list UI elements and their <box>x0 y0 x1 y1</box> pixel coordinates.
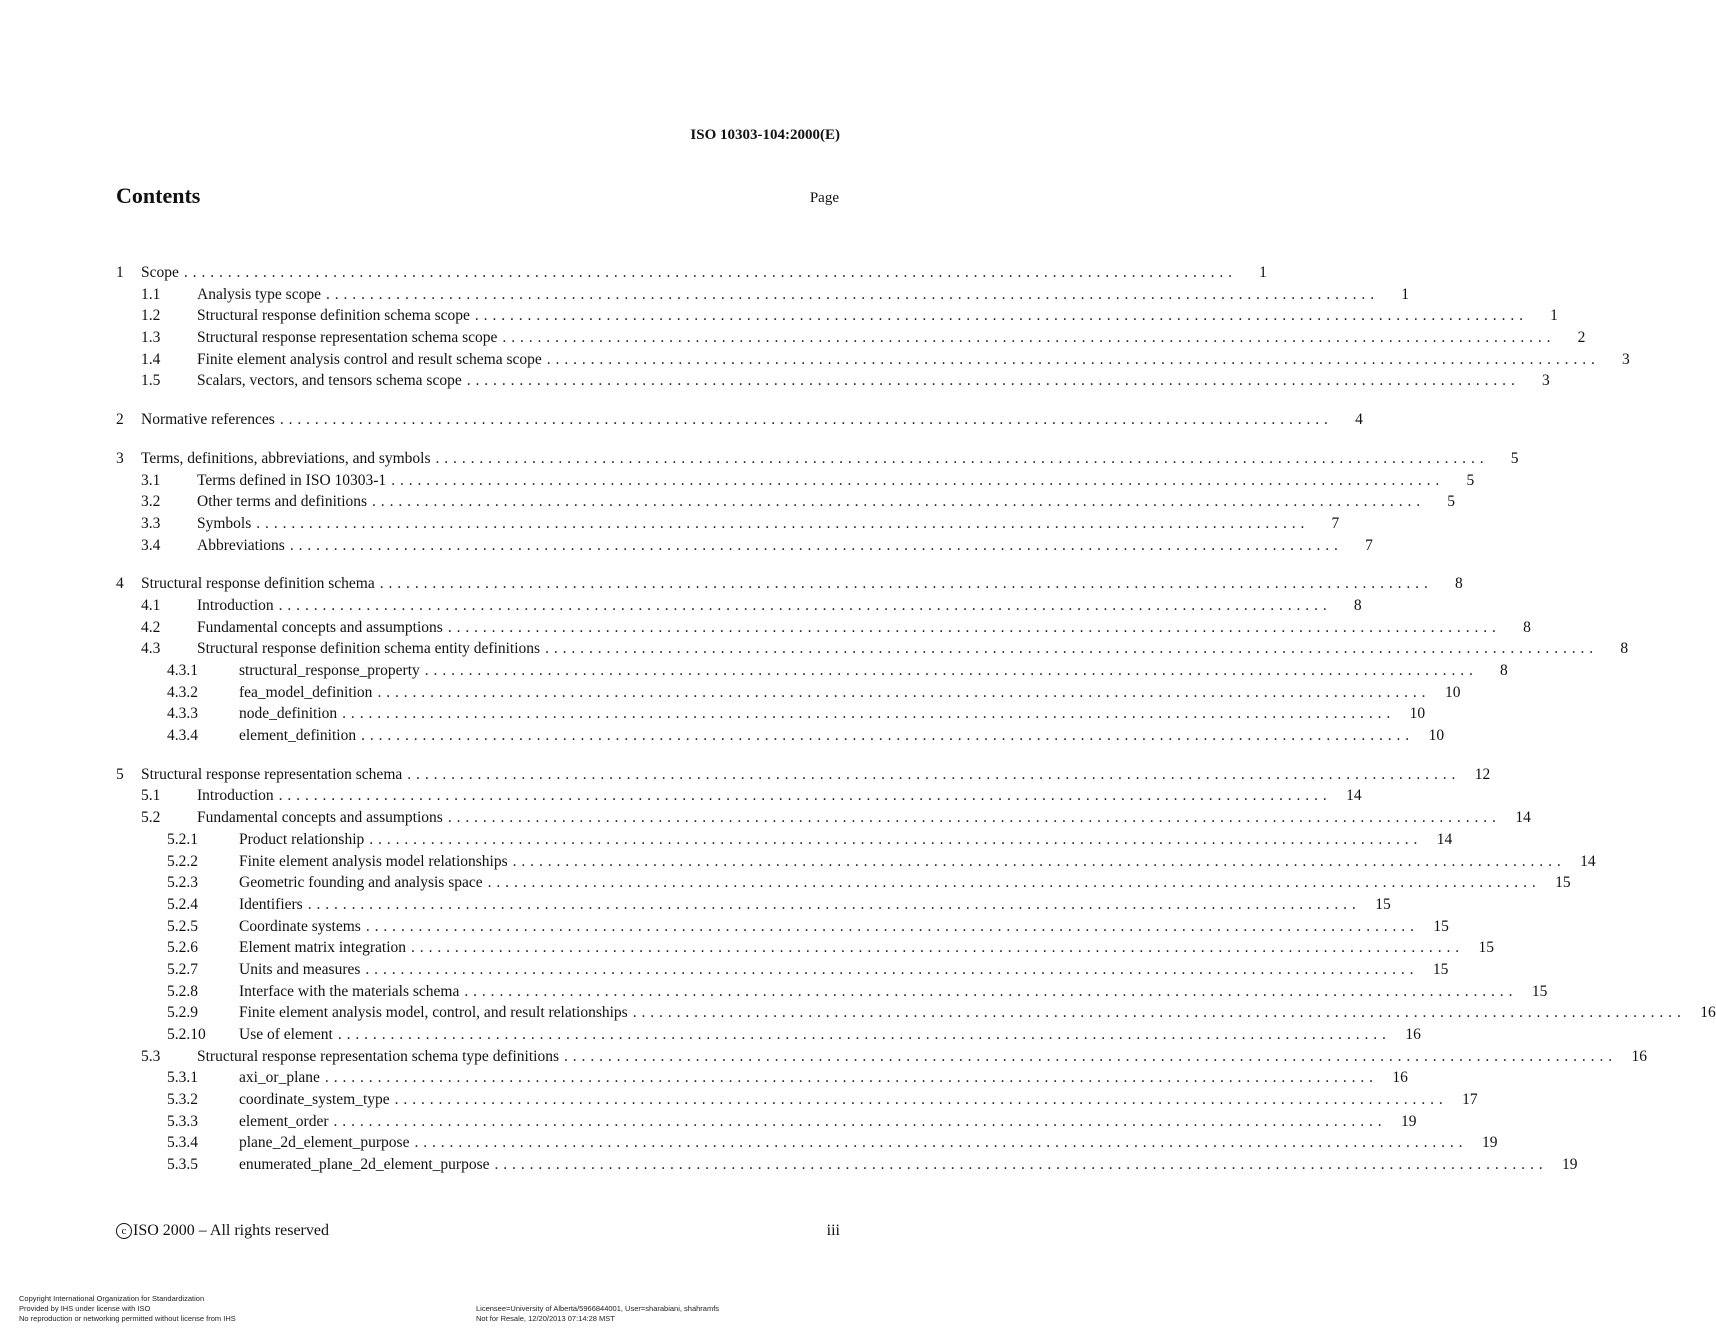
toc-entry-title: coordinate_system_type <box>239 1091 390 1109</box>
license-line: Licensee=University of Alberta/5966844001, User=sharabiani, shahramfs <box>476 1304 720 1313</box>
toc-entry-page: 19 <box>1481 1134 1498 1152</box>
toc-entry[interactable] <box>116 829 1453 851</box>
toc-entry[interactable] <box>116 638 1629 660</box>
license-notice-left <box>19 1294 236 1324</box>
dot-leader: ........................................................................................................................ <box>365 917 1419 935</box>
toc-entry-number: 5.2.9 <box>167 1004 198 1022</box>
toc-entry-number: 4.3.4 <box>167 727 198 745</box>
toc-entry[interactable] <box>116 1111 1417 1133</box>
dot-leader: ........................................................................................................................ <box>464 982 1518 1000</box>
toc-entry-page: 7 <box>1365 536 1373 554</box>
toc-entry-page: 14 <box>1515 809 1531 827</box>
toc-entry[interactable] <box>116 1046 1647 1068</box>
toc-entry-number: 5.3.3 <box>167 1112 198 1130</box>
toc-entry-title: Analysis type scope <box>197 285 321 303</box>
toc-entry-page: 10 <box>1428 727 1445 745</box>
toc-entry[interactable] <box>116 491 1456 513</box>
dot-leader: ........................................................................................................................ <box>325 285 1379 303</box>
toc-entry-page: 1 <box>1401 285 1409 303</box>
toc-entry-number: 5.2.3 <box>167 874 198 892</box>
toc-entry-number: 4.2 <box>141 618 161 636</box>
toc-entry[interactable] <box>116 1002 1716 1024</box>
toc-entry-page: 19 <box>1401 1112 1417 1130</box>
toc-entry-title: Finite element analysis control and result schema scope <box>197 350 542 368</box>
toc-entry-title: Units and measures <box>239 960 361 978</box>
dot-leader: ........................................................................................................................ <box>512 852 1566 870</box>
toc-entry[interactable] <box>116 262 1267 284</box>
dot-leader: ........................................................................................................................ <box>337 1026 1391 1043</box>
toc-entry-page: 5 <box>1447 493 1456 511</box>
toc-entry-number: 4.1 <box>141 596 161 614</box>
license-line: Copyright International Organization for Standardization <box>19 1294 205 1303</box>
dot-leader: ........................................................................................................................ <box>435 449 1489 467</box>
dot-leader: ........................................................................................................................ <box>564 1047 1617 1065</box>
toc-entry-page: 16 <box>1700 1004 1716 1022</box>
dot-leader: ........................................................................................................................ <box>407 765 1461 783</box>
toc-entry[interactable] <box>116 1154 1578 1176</box>
dot-leader: ........................................................................................................................ <box>545 640 1599 658</box>
toc-entry-number: 4.3.1 <box>167 662 198 679</box>
toc-entry-page: 7 <box>1331 514 1340 532</box>
toc-entry[interactable] <box>116 1089 1478 1111</box>
toc-entry-page: 5 <box>1466 471 1475 489</box>
dot-leader: ........................................................................................................................ <box>424 662 1478 679</box>
toc-entry[interactable] <box>116 284 1409 306</box>
toc-entry-title: element_order <box>239 1112 329 1130</box>
toc-entry-number: 3.1 <box>141 471 161 489</box>
contents-title: Contents <box>116 183 201 208</box>
toc-entry-page: 12 <box>1474 765 1491 783</box>
toc-entry[interactable] <box>116 305 1558 327</box>
dot-leader: ........................................................................................................................ <box>487 874 1541 892</box>
toc-entry[interactable] <box>116 1132 1498 1154</box>
toc-entry-title: Structural response definition schema <box>141 575 375 593</box>
toc-entry-number: 5.1 <box>141 787 161 805</box>
toc-entry-number: 3 <box>116 449 124 467</box>
toc-entry-title: Element matrix integration <box>239 939 407 957</box>
toc-entry-number: 5.3.1 <box>167 1069 198 1087</box>
dot-leader: ........................................................................................................................ <box>342 705 1396 723</box>
toc-entry-title: Use of element <box>239 1026 333 1043</box>
toc-entry[interactable] <box>116 617 1531 639</box>
toc-entry-page: 19 <box>1562 1156 1578 1174</box>
toc-entry-title: Scalars, vectors, and tensors schema scope <box>197 372 462 390</box>
page-number: iii <box>826 1222 840 1239</box>
toc-entry[interactable] <box>116 894 1391 916</box>
toc-entry-page: 15 <box>1531 982 1548 1000</box>
dot-leader: ........................................................................................................................ <box>369 830 1423 848</box>
toc-entry-title: element_definition <box>239 727 357 745</box>
toc-entry-page: 14 <box>1346 787 1362 805</box>
toc-entry-number: 4.3 <box>141 640 161 658</box>
toc-entry-title: Symbols <box>197 514 252 532</box>
dot-leader: ........................................................................................................................ <box>494 1156 1548 1174</box>
dot-leader: ........................................................................................................................ <box>307 895 1361 913</box>
toc-entry-page: 10 <box>1409 705 1426 723</box>
toc-entry-title: Terms defined in ISO 10303-1 <box>197 471 387 489</box>
toc-entry[interactable] <box>116 448 1519 470</box>
toc-entry-title: Identifiers <box>239 895 303 913</box>
dot-leader: ........................................................................................................................ <box>372 493 1426 511</box>
dot-leader: ........................................................................................................................ <box>502 329 1556 347</box>
toc-entry-page: 15 <box>1375 895 1391 913</box>
toc-entry-page: 2 <box>1577 329 1586 347</box>
toc-entry-number: 5.3 <box>141 1047 161 1065</box>
toc-entry[interactable] <box>116 513 1340 535</box>
toc-entry-number: 3.4 <box>141 536 161 554</box>
toc-entry-number: 1.3 <box>141 329 161 347</box>
toc-entry-page: 15 <box>1432 960 1449 978</box>
toc-entry-title: structural_response_property <box>239 662 420 679</box>
toc-entry-number: 1.2 <box>141 307 161 325</box>
toc-entry[interactable] <box>116 660 1508 682</box>
toc-entry[interactable] <box>116 764 1491 786</box>
dot-leader: ........................................................................................................................ <box>411 939 1465 957</box>
dot-leader: ........................................................................................................................ <box>466 372 1520 390</box>
toc-entry-number: 5.3.2 <box>167 1091 198 1109</box>
toc-entry-title: enumerated_plane_2d_element_purpose <box>239 1156 490 1174</box>
toc-entry-title: Coordinate systems <box>239 917 361 935</box>
toc-entry-title: Introduction <box>197 596 274 614</box>
toc-entry-page: 8 <box>1353 596 1362 614</box>
toc-entry-number: 5.3.5 <box>167 1156 198 1174</box>
toc-entry-title: Normative references <box>141 411 275 429</box>
toc-entry-title: Fundamental concepts and assumptions <box>197 809 443 827</box>
toc-entry-number: 1 <box>116 264 124 281</box>
toc-entry[interactable] <box>116 851 1596 873</box>
dot-leader: ........................................................................................................................ <box>279 411 1333 429</box>
dot-leader: ........................................................................................................................ <box>365 960 1419 978</box>
dot-leader: ........................................................................................................................ <box>377 683 1431 701</box>
toc-entry[interactable] <box>116 872 1571 894</box>
toc-entry-title: fea_model_definition <box>239 683 373 701</box>
toc-entry[interactable] <box>116 349 1630 371</box>
toc-entry-title: Interface with the materials schema <box>239 982 460 1000</box>
toc-entry-title: Structural response definition schema scope <box>197 307 470 325</box>
toc-entry-number: 1.5 <box>141 372 161 390</box>
toc-entry-title: axi_or_plane <box>239 1069 320 1087</box>
dot-leader: ........................................................................................................................ <box>546 350 1600 368</box>
dot-leader: ........................................................................................................................ <box>379 575 1433 593</box>
toc-entry[interactable] <box>116 807 1531 829</box>
dot-leader: ........................................................................................................................ <box>183 264 1237 281</box>
toc-entry-page: 15 <box>1555 874 1571 892</box>
toc-entry-number: 5.2.2 <box>167 852 198 870</box>
page-footer <box>116 1222 840 1240</box>
toc-entry-page: 8 <box>1523 618 1531 636</box>
toc-entry[interactable] <box>116 916 1449 938</box>
document-id: ISO 10303-104:2000(E) <box>690 127 840 143</box>
toc-entry-title: Fundamental concepts and assumptions <box>197 618 443 636</box>
toc-entry-number: 5.3.4 <box>167 1134 198 1152</box>
license-line: No reproduction or networking permitted without license from IHS <box>19 1314 236 1323</box>
toc-entry-title: node_definition <box>239 705 338 723</box>
dot-leader: ........................................................................................................................ <box>394 1091 1448 1109</box>
toc-entry[interactable] <box>116 1067 1408 1089</box>
toc-entry[interactable] <box>116 370 1550 392</box>
copyright-notice <box>116 1222 329 1240</box>
toc-entry-page: 16 <box>1392 1069 1408 1087</box>
toc-entry-page: 8 <box>1620 640 1629 658</box>
toc-entry-number: 4.3.3 <box>167 705 198 723</box>
dot-leader: ........................................................................................................................ <box>278 787 1332 805</box>
copyright-text: ISO 2000 – All rights reserved <box>133 1222 329 1239</box>
toc-entry[interactable] <box>116 959 1449 981</box>
dot-leader: ........................................................................................................................ <box>474 307 1528 325</box>
toc-entry[interactable] <box>116 470 1475 492</box>
toc-entry-page: 3 <box>1541 372 1550 390</box>
toc-entry[interactable] <box>116 595 1362 617</box>
toc-entry-page: 16 <box>1631 1047 1647 1065</box>
toc-entry-title: Finite element analysis model, control, and result relationships <box>239 1004 628 1022</box>
dot-leader: ........................................................................................................................ <box>361 727 1415 745</box>
toc-entry-page: 8 <box>1500 662 1508 679</box>
toc-entry-title: Other terms and definitions <box>197 493 368 511</box>
toc-entry-page: 17 <box>1462 1091 1478 1109</box>
toc-entry[interactable] <box>116 573 1463 595</box>
toc-entry[interactable] <box>116 785 1362 807</box>
dot-leader: ........................................................................................................................ <box>447 618 1501 636</box>
license-line: Provided by IHS under license with ISO <box>19 1304 151 1313</box>
toc-entry-number: 4.3.2 <box>167 683 198 701</box>
toc-entry-title: Finite element analysis model relationships <box>239 852 508 870</box>
toc-entry-number: 5.2.5 <box>167 917 198 935</box>
toc-entry[interactable] <box>116 409 1363 431</box>
license-notice-right <box>476 1304 719 1324</box>
toc-entry-page: 8 <box>1454 575 1463 593</box>
dot-leader: ........................................................................................................................ <box>278 596 1332 614</box>
toc-entry-title: Product relationship <box>239 830 365 848</box>
toc-entry-page: 5 <box>1510 449 1519 467</box>
toc-entry-page: 4 <box>1355 411 1363 429</box>
toc-entry-page: 14 <box>1436 830 1453 848</box>
toc-entry[interactable] <box>116 981 1548 1003</box>
toc-entry[interactable] <box>116 937 1495 959</box>
toc-entry-number: 5.2 <box>141 809 161 827</box>
dot-leader: ........................................................................................................................ <box>391 471 1445 489</box>
toc-entry-page: 16 <box>1405 1026 1421 1043</box>
toc-entry-number: 5.2.8 <box>167 982 198 1000</box>
toc-entry-title: Scope <box>141 264 179 281</box>
dot-leader: ........................................................................................................................ <box>324 1069 1378 1087</box>
toc-entry-title: Geometric founding and analysis space <box>239 874 483 892</box>
toc-entry-title: Structural response representation schema <box>141 765 403 783</box>
dot-leader: ........................................................................................................................ <box>632 1004 1686 1022</box>
toc-entry-number: 1.4 <box>141 350 161 368</box>
toc-entry-number: 5.2.1 <box>167 830 198 848</box>
toc-entry[interactable] <box>116 1024 1421 1046</box>
toc-entry-page: 1 <box>1550 307 1558 325</box>
toc-entry-title: Structural response representation schema type definitions <box>197 1047 559 1065</box>
toc-entry-number: 5.2.6 <box>167 939 198 957</box>
dot-leader: ........................................................................................................................ <box>333 1112 1387 1130</box>
toc-entry[interactable] <box>116 725 1445 747</box>
toc-entry-page: 14 <box>1580 852 1596 870</box>
page-column-label: Page <box>809 190 839 206</box>
toc-entry-page: 15 <box>1478 939 1495 957</box>
toc-entry-title: plane_2d_element_purpose <box>239 1134 410 1152</box>
toc-entry-number: 5 <box>116 765 124 783</box>
toc-entry-number: 5.2.10 <box>167 1026 206 1043</box>
toc-entry[interactable] <box>116 327 1586 349</box>
toc-entry-number: 3.2 <box>141 493 161 511</box>
toc-entry-title: Terms, definitions, abbreviations, and symbols <box>141 449 431 467</box>
toc-entry-title: Abbreviations <box>197 536 285 554</box>
toc-entry[interactable] <box>116 682 1461 704</box>
toc-entry-page: 3 <box>1622 350 1630 368</box>
toc-entry-title: Structural response definition schema entity definitions <box>197 640 541 658</box>
toc-entry[interactable] <box>116 535 1373 557</box>
table-of-contents <box>116 262 1716 1176</box>
toc-entry-page: 15 <box>1433 917 1449 935</box>
toc-entry-number: 5.2.7 <box>167 960 198 978</box>
dot-leader: ........................................................................................................................ <box>256 514 1310 532</box>
license-line: Not for Resale, 12/20/2013 07:14:28 MST <box>476 1314 615 1323</box>
dot-leader: ........................................................................................................................ <box>447 809 1501 827</box>
toc-entry[interactable] <box>116 703 1426 725</box>
toc-entry-page: 1 <box>1259 264 1267 281</box>
toc-entry-page: 10 <box>1444 683 1461 701</box>
dot-leader: ........................................................................................................................ <box>289 536 1343 554</box>
dot-leader: ........................................................................................................................ <box>414 1134 1468 1152</box>
copyright-symbol-icon: c <box>116 1223 132 1239</box>
toc-entry-number: 2 <box>116 411 124 429</box>
toc-entry-title: Introduction <box>197 787 274 805</box>
toc-entry-number: 4 <box>116 575 124 593</box>
toc-entry-title: Structural response representation schema scope <box>197 329 498 347</box>
toc-entry-number: 5.2.4 <box>167 895 198 913</box>
toc-entry-number: 1.1 <box>141 285 161 303</box>
toc-entry-number: 3.3 <box>141 514 161 532</box>
